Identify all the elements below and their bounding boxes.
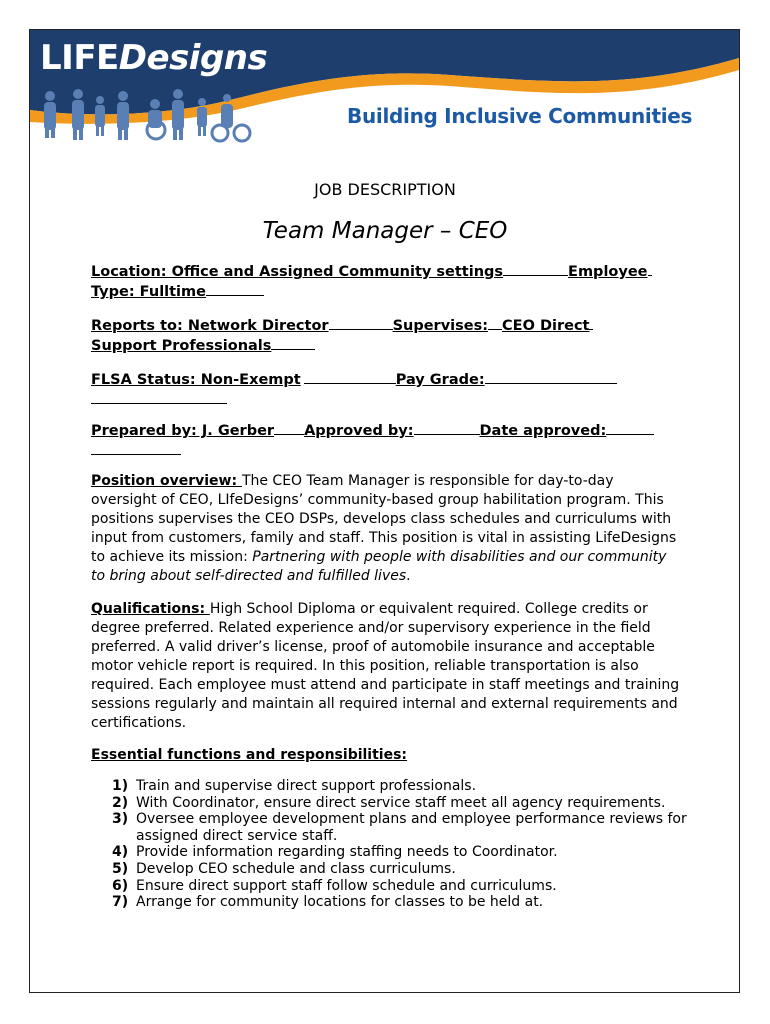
list-item xyxy=(112,778,692,795)
employee-type-label-a: Employee xyxy=(568,264,648,280)
position-overview-label: Position overview: xyxy=(91,473,242,489)
tagline: Building Inclusive Communities xyxy=(347,104,693,128)
supervises-value-b: Support Professionals xyxy=(91,338,272,354)
qualifications-label: Qualifications: xyxy=(91,601,210,617)
position-overview-text: The CEO Team Manager is responsible for day-to-day oversight of CEO, LIfeDesigns’ community-based group habilitation program. This positions supervises the CEO DSPs, develops class schedules and curriculums with input from customers, family and staff. This position is vital in assisting LifeDesigns to achieve its mission: xyxy=(91,473,677,565)
job-title: Team Manager – CEO xyxy=(262,218,508,244)
list-number: 1) xyxy=(112,778,129,794)
list-text: Develop CEO schedule and class curriculums. xyxy=(136,860,456,877)
list-text: Arrange for community locations for classes to be held at. xyxy=(136,894,544,911)
list-number: 6) xyxy=(112,877,129,894)
flsa-row xyxy=(91,370,681,410)
logo-life: LIFE xyxy=(40,38,119,78)
reports-row xyxy=(91,316,681,356)
position-overview-end: . xyxy=(406,568,411,584)
supervises-label: Supervises: xyxy=(392,318,489,334)
list-number: 5) xyxy=(112,860,129,877)
location-row xyxy=(91,262,681,302)
list-text: Provide information regarding staffing needs to Coordinator. xyxy=(136,844,558,861)
date-approved-label: Date approved: xyxy=(479,423,607,439)
flsa-status: FLSA Status: Non-Exempt xyxy=(91,372,301,388)
list-number: 2) xyxy=(112,794,129,811)
list-text: Oversee employee development plans and employee performance reviews for assigned direct service staff. xyxy=(136,811,687,844)
list-text: Ensure direct support staff follow schedule and curriculums. xyxy=(136,877,557,894)
list-text: With Coordinator, ensure direct service staff meet all agency requirements. xyxy=(136,794,666,811)
approval-row xyxy=(91,421,681,461)
essential-heading: Essential functions and responsibilities: xyxy=(91,747,408,763)
list-item xyxy=(112,878,692,895)
qualifications xyxy=(91,600,683,733)
prepared-by: Prepared by: J. Gerber xyxy=(91,423,275,439)
list-item xyxy=(112,844,692,861)
list-number: 3) xyxy=(112,811,129,828)
lifedesigns-logo xyxy=(40,38,267,78)
essential-list xyxy=(112,778,692,911)
employee-type-label-b: Type: Fulltime xyxy=(91,284,206,300)
approved-by-label: Approved by: xyxy=(304,423,414,439)
list-item xyxy=(112,795,692,812)
mission-statement: Partnering with people with disabilities and our community to bring about self-directed and fulfilled lives xyxy=(91,549,667,584)
position-overview xyxy=(91,472,683,586)
location-label: Location: Office and Assigned Community settings xyxy=(91,264,504,280)
reports-to-label: Reports to: Network Director xyxy=(91,318,329,334)
list-item xyxy=(112,861,692,878)
list-number: 4) xyxy=(112,844,129,861)
logo-designs: Designs xyxy=(118,38,268,78)
supervises-value-a: CEO Direct xyxy=(502,318,590,334)
list-item xyxy=(112,894,692,911)
pay-grade-label: Pay Grade: xyxy=(395,372,485,388)
list-number: 7) xyxy=(112,894,129,911)
list-item xyxy=(112,811,692,844)
qualifications-text: High School Diploma or equivalent required. College credits or degree preferred. Related experience and/or supervisory experience in the field preferred. A valid driver’s license, proof of automobile insurance and acceptable motor vehicle report is required. In this position, reliable transportation is also required. Each employee must attend and participate in staff meetings and training sessions regularly and maintain all required internal and external requirements and certifications. xyxy=(91,601,680,731)
job-description-heading: JOB DESCRIPTION xyxy=(314,180,456,199)
list-text: Train and supervise direct support professionals. xyxy=(136,778,477,794)
